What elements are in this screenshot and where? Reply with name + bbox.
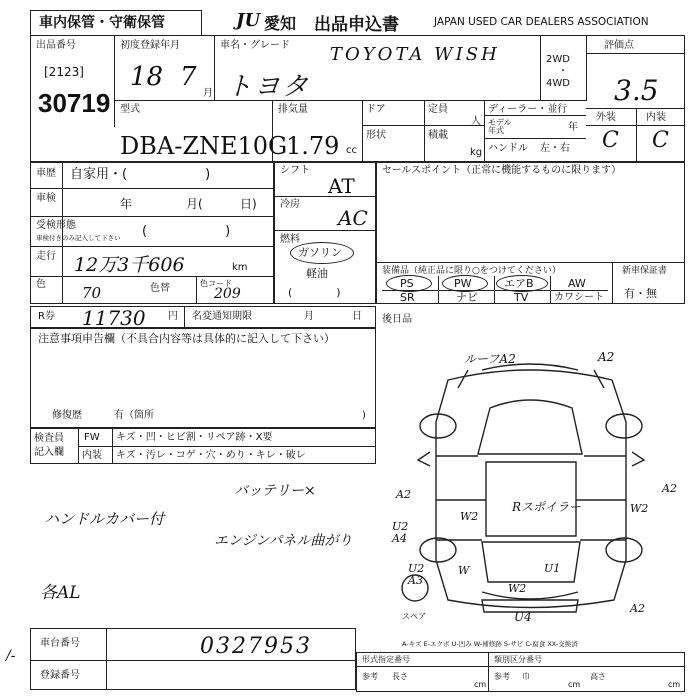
equipment-label: 装備品（純正品に限り○をつけてください） <box>382 266 561 276</box>
mark-w2-bottom: W2 <box>508 582 527 595</box>
door-label: ドア <box>366 104 386 115</box>
registration-year: 18 <box>130 62 164 92</box>
color-code-value: 209 <box>214 286 241 302</box>
spec-width: 巾 <box>522 672 530 681</box>
spec-ref-2: 参考 <box>494 672 510 681</box>
car-diagram <box>378 330 685 635</box>
model-name: TOYOTA WISH <box>330 44 500 65</box>
equip-tv: TV <box>514 291 529 304</box>
ju-logo-mark: JU <box>236 10 261 31</box>
registration-label: 初度登録年月 <box>120 40 180 51</box>
equip-aw: AW <box>568 277 586 290</box>
after-sale-label: 後日品 <box>382 314 412 325</box>
repair-value: 有（箇所 <box>114 410 154 421</box>
repair-close: ) <box>362 410 366 421</box>
mark-roof: ルーフA2 <box>464 352 516 366</box>
equip-airbag-circle <box>496 275 548 292</box>
load-label: 積載 <box>428 130 448 141</box>
reg-number-label: 登録番号 <box>40 670 80 681</box>
notes-label: 注意事項申告欄（不具合内容等は具体的に記入して下さい） <box>38 332 335 345</box>
year-unit: 年 <box>568 122 578 133</box>
yen-unit: 円 <box>168 311 178 322</box>
displacement-label: 排気量 <box>278 104 308 115</box>
mileage-value: 12万3千606 <box>74 254 185 276</box>
note-handle-cover: ハンドルカバー付 <box>44 510 165 528</box>
spec-length: 長さ <box>392 672 408 681</box>
mark-front-a2: A2 <box>598 350 615 364</box>
inspector-label-1: 検査員 <box>34 433 64 444</box>
history-value: 自家用・( ) <box>70 167 211 182</box>
ju-logo-text: 愛知 <box>264 14 297 33</box>
note-meter: 各AL <box>40 583 81 603</box>
warranty-label: 新車保証書 <box>622 266 668 276</box>
maker-name: トヨタ <box>226 72 311 102</box>
registration-month: 7 <box>180 62 197 92</box>
equip-navi: ナビ <box>456 291 478 304</box>
spec-height-cm: cm <box>668 680 681 689</box>
color-code-label: 色コード <box>200 279 232 288</box>
model-code: DBA-ZNE10G <box>120 132 288 160</box>
spec-ref: 参考 <box>362 672 378 681</box>
fuel-diesel: 軽油 <box>306 267 328 280</box>
warranty-value: 有・無 <box>624 287 657 300</box>
mark-bumper: Rスポイラー <box>512 500 582 514</box>
form-number-label: 形式指定番号 <box>362 655 410 664</box>
shift-label: シフト <box>280 165 310 176</box>
note-battery: バッテリー× <box>234 483 316 499</box>
cc-unit: cc <box>346 145 357 156</box>
association-name: JAPAN USED CAR DEALERS ASSOCIATION <box>434 16 649 28</box>
chassis-label: 車台番号 <box>40 638 80 649</box>
spec-height: 高さ <box>590 672 606 681</box>
history-label: 車歴 <box>36 168 56 179</box>
recycle-value: 11730 <box>82 306 146 330</box>
equip-leather: カワシート <box>554 292 604 303</box>
shift-value: AT <box>328 174 355 198</box>
aircon-label: 冷房 <box>280 199 300 210</box>
color-change-label: 色替 <box>150 283 170 294</box>
inspection-year: 年 <box>120 197 133 211</box>
equip-sr: SR <box>400 291 415 304</box>
mark-door-w: W <box>458 564 470 577</box>
mark-u2-rear: U2 <box>408 562 425 575</box>
mark-a3-rear: A3 <box>408 574 423 587</box>
handle-options: 左・右 <box>540 143 570 154</box>
type-label: 型式 <box>120 104 140 115</box>
inspection-label: 車検 <box>36 193 56 204</box>
equipment-grid <box>382 276 608 304</box>
equip-pw-circle <box>442 275 488 292</box>
displacement-value: 1.79 <box>286 132 340 160</box>
shift-block <box>274 162 376 304</box>
exterior-grade: C <box>602 128 619 153</box>
inspector-row2-head: 内装 <box>82 450 102 461</box>
kg-unit: kg <box>470 147 483 158</box>
fuel-paren: ( ) <box>288 286 341 299</box>
aircon-value: AC <box>338 206 368 230</box>
interior-grade: C <box>652 128 669 153</box>
equip-pw: PW <box>454 277 472 290</box>
inspector-label-2: 記入欄 <box>34 447 64 458</box>
equip-ps-circle <box>386 275 432 292</box>
spare-label: スペア <box>402 612 426 621</box>
fuel-label: 燃料 <box>280 234 300 245</box>
chassis-value: 0327953 <box>200 634 312 659</box>
exterior-label: 外装 <box>596 112 616 123</box>
recycle-label: R券 <box>38 311 55 322</box>
rating-label: 評価点 <box>604 40 634 51</box>
lot-number: 30719 <box>38 88 111 118</box>
drive-2wd: 2WD <box>546 54 570 65</box>
notice-day: 日 <box>352 311 362 322</box>
damage-legend: A-キズ E-エクボ U-凹み W-補修跡 S-サビ C-腐食 XX-交換済 <box>402 640 578 648</box>
fuel-gas: ガソリン <box>298 246 342 259</box>
inspector-row1-head: FW <box>84 432 100 443</box>
mark-rear-u1: U1 <box>544 562 561 575</box>
repair-label: 修復歴 <box>52 410 82 421</box>
model-year-sub: 年式 <box>488 126 504 135</box>
equip-ps: PS <box>400 277 414 290</box>
mark-a2-bottom: A2 <box>630 602 645 615</box>
color-label: 色 <box>36 279 46 290</box>
month-unit: 月 <box>203 88 213 99</box>
dealer-label: ディーラー・並行 <box>488 104 568 115</box>
mileage-label: 走行 <box>36 251 56 262</box>
notice-month: 月 <box>304 311 314 322</box>
person-unit: 人 <box>471 116 481 127</box>
interior-label: 内装 <box>646 112 666 123</box>
model-year-label: モデル <box>488 118 512 127</box>
name-label: 車名・グレード <box>220 40 290 51</box>
capacity-label: 定員 <box>428 104 448 115</box>
inspection-form-label: 受検形態 <box>36 220 76 231</box>
car-diagram-svg <box>378 330 685 635</box>
sales-point-label: セールスポイント（正常に機能するものに限ります） <box>382 165 622 176</box>
lot-code: [2123] <box>44 65 84 79</box>
mark-rear-label: U4 <box>514 610 532 624</box>
inspector-row2: キズ・汚レ・コゲ・穴・めり・キレ・破レ <box>116 450 306 461</box>
note-engine: エンジンパネル曲がり <box>214 533 353 549</box>
rating-score: 3.5 <box>614 74 659 107</box>
inspection-day: 日) <box>240 197 257 211</box>
lot-label: 出品番号 <box>36 40 76 51</box>
mark-right-a2: A2 <box>662 482 677 495</box>
mark-a4: A4 <box>392 532 407 545</box>
storage-title-box <box>30 10 202 36</box>
equip-airbag: エアB <box>504 277 534 290</box>
mark-left-a2: A2 <box>396 488 411 501</box>
inspection-form-paren: ( ) <box>142 224 231 239</box>
storage-title: 車内保管・守衛保管 <box>39 15 165 31</box>
drive-separator: ・ <box>558 66 568 77</box>
inspection-form-note: 車検付きのみ記入して下さい <box>36 234 121 242</box>
class-number-label: 類別区分番号 <box>494 655 542 664</box>
inspection-month: 月( <box>186 197 203 211</box>
margin-mark: /- <box>6 648 16 664</box>
shape-label: 形状 <box>366 130 386 141</box>
color-value: 70 <box>82 284 102 302</box>
mark-w2-right: W2 <box>630 502 649 515</box>
mark-w2-left: W2 <box>460 510 479 523</box>
drive-4wd: 4WD <box>546 78 570 89</box>
form-title: 出品申込書 <box>314 15 399 35</box>
inspector-row1: キズ・凹・ヒビ割・リペア跡・X要 <box>116 432 273 443</box>
notice-label: 名変通知期限 <box>192 311 252 322</box>
spec-width-cm: cm <box>568 680 581 689</box>
mark-u2: U2 <box>392 520 409 533</box>
km-unit: km <box>232 262 248 273</box>
spec-length-cm: cm <box>474 680 487 689</box>
handle-label: ハンドル <box>488 143 528 154</box>
